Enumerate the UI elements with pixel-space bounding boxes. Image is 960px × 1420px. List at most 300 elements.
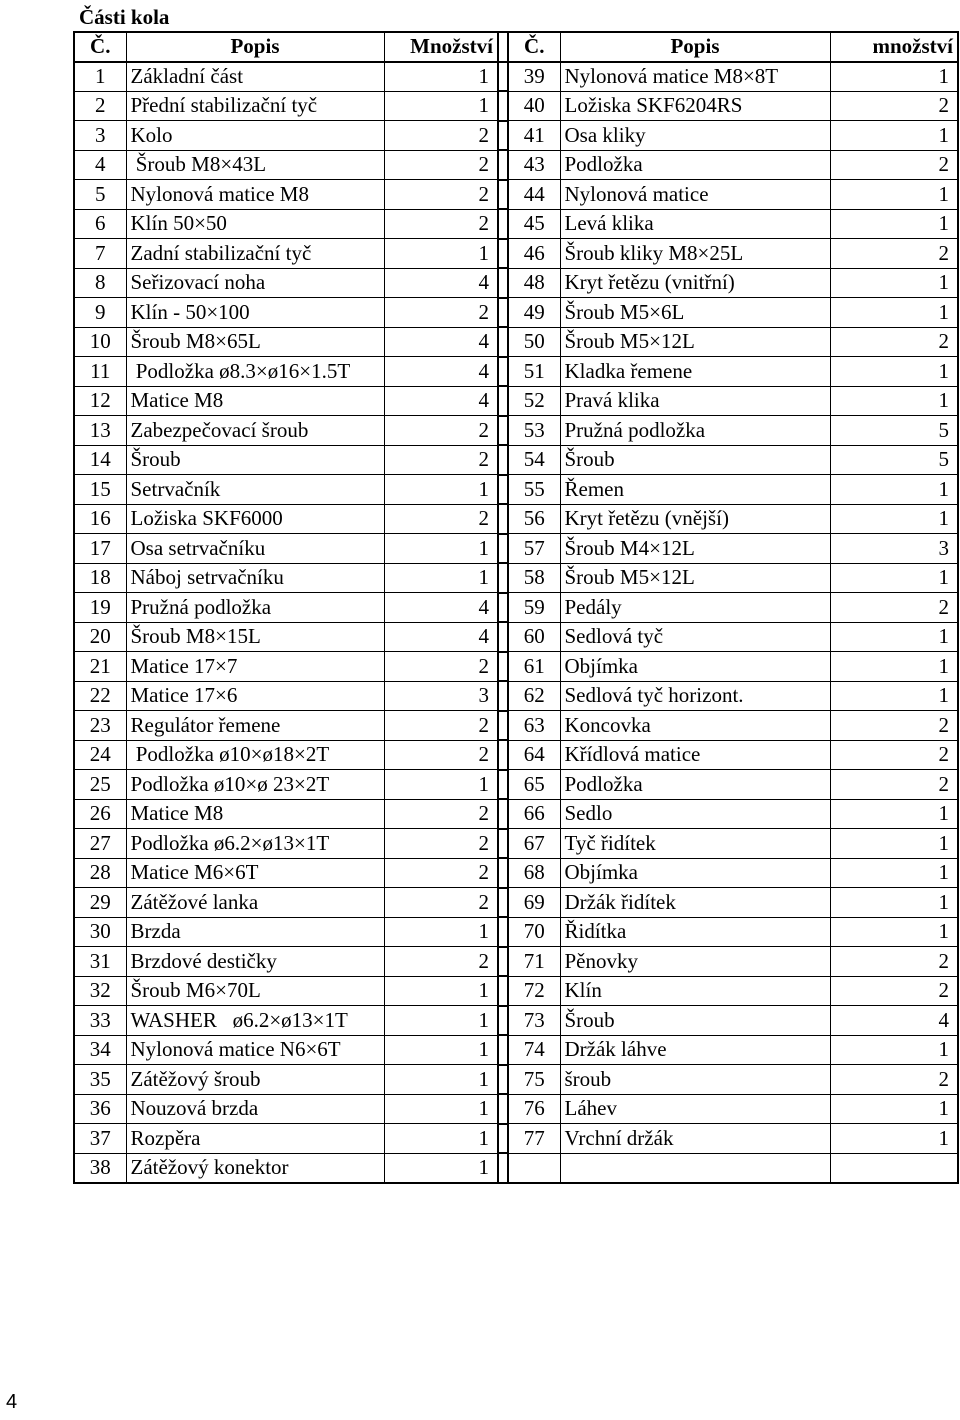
part-quantity: 2 — [830, 593, 958, 623]
part-number: 30 — [74, 917, 126, 947]
part-number: 46 — [508, 239, 560, 269]
part-description: Šroub — [126, 445, 384, 475]
part-number: 23 — [74, 711, 126, 741]
column-gap — [498, 239, 508, 269]
column-gap — [498, 799, 508, 829]
part-description: Zátěžový konektor — [126, 1153, 384, 1183]
part-number: 53 — [508, 416, 560, 446]
part-description: Zátěžový šroub — [126, 1065, 384, 1095]
part-quantity: 1 — [384, 62, 498, 92]
part-number: 13 — [74, 416, 126, 446]
part-quantity: 1 — [830, 917, 958, 947]
part-number: 59 — [508, 593, 560, 623]
part-quantity: 3 — [384, 681, 498, 711]
part-description: Matice 17×7 — [126, 652, 384, 682]
part-description: Láhev — [560, 1094, 830, 1124]
part-quantity: 2 — [830, 740, 958, 770]
part-quantity: 1 — [830, 1094, 958, 1124]
column-gap — [498, 563, 508, 593]
table-row — [74, 416, 958, 446]
table-row — [74, 475, 958, 505]
column-gap — [498, 150, 508, 180]
part-description: Rozpěra — [126, 1124, 384, 1154]
column-gap — [498, 858, 508, 888]
part-description: Seřizovací noha — [126, 268, 384, 298]
table-row — [74, 121, 958, 151]
table-row — [74, 593, 958, 623]
column-gap — [498, 652, 508, 682]
part-number: 61 — [508, 652, 560, 682]
part-number: 38 — [74, 1153, 126, 1183]
table-row — [74, 150, 958, 180]
part-quantity: 2 — [830, 770, 958, 800]
part-description: Držák láhve — [560, 1035, 830, 1065]
part-description: WASHER ø6.2×ø13×1T — [126, 1006, 384, 1036]
table-row — [74, 209, 958, 239]
part-number: 73 — [508, 1006, 560, 1036]
part-description: Setrvačník — [126, 475, 384, 505]
part-description: Osa setrvačníku — [126, 534, 384, 564]
part-quantity: 1 — [830, 268, 958, 298]
part-description: Klín — [560, 976, 830, 1006]
part-description: Ložiska SKF6000 — [126, 504, 384, 534]
part-description: Podložka ø8.3×ø16×1.5T — [126, 357, 384, 387]
part-description: Kryt řetězu (vnější) — [560, 504, 830, 534]
table-row — [74, 91, 958, 121]
part-description — [560, 1153, 830, 1183]
part-quantity: 1 — [830, 799, 958, 829]
part-description: Podložka ø10×ø 23×2T — [126, 770, 384, 800]
part-number: 51 — [508, 357, 560, 387]
part-quantity: 1 — [384, 534, 498, 564]
part-quantity: 1 — [830, 563, 958, 593]
part-description: Šroub — [560, 445, 830, 475]
column-gap — [498, 475, 508, 505]
part-number: 19 — [74, 593, 126, 623]
part-number: 31 — [74, 947, 126, 977]
part-description: Nouzová brzda — [126, 1094, 384, 1124]
part-number: 37 — [74, 1124, 126, 1154]
part-number: 9 — [74, 298, 126, 328]
table-row — [74, 386, 958, 416]
table-row — [74, 740, 958, 770]
part-quantity: 4 — [830, 1006, 958, 1036]
part-number: 50 — [508, 327, 560, 357]
part-number — [508, 1153, 560, 1183]
part-number: 4 — [74, 150, 126, 180]
column-gap — [498, 1094, 508, 1124]
part-quantity: 2 — [384, 947, 498, 977]
column-gap — [498, 829, 508, 859]
part-description: Základní část — [126, 62, 384, 92]
part-quantity: 2 — [830, 947, 958, 977]
part-number: 48 — [508, 268, 560, 298]
column-gap — [498, 1035, 508, 1065]
part-description: Šroub M5×12L — [560, 563, 830, 593]
table-row — [74, 770, 958, 800]
part-number: 77 — [508, 1124, 560, 1154]
parts-table — [73, 31, 959, 1184]
column-gap — [498, 357, 508, 387]
part-description: Kladka řemene — [560, 357, 830, 387]
table-row — [74, 976, 958, 1006]
part-number: 49 — [508, 298, 560, 328]
part-description: Klín - 50×100 — [126, 298, 384, 328]
part-number: 76 — [508, 1094, 560, 1124]
part-number: 24 — [74, 740, 126, 770]
part-description: Sedlová tyč horizont. — [560, 681, 830, 711]
column-gap — [498, 947, 508, 977]
header-qty-left: Množství — [384, 32, 498, 62]
table-row — [74, 888, 958, 918]
part-quantity: 1 — [830, 622, 958, 652]
part-description: šroub — [560, 1065, 830, 1095]
page-title: Části kola — [79, 5, 170, 29]
part-description: Šroub kliky M8×25L — [560, 239, 830, 269]
part-number: 16 — [74, 504, 126, 534]
part-description: Šroub M5×6L — [560, 298, 830, 328]
part-description: Nylonová matice M8 — [126, 180, 384, 210]
table-row — [74, 239, 958, 269]
part-description: Matice M6×6T — [126, 858, 384, 888]
column-gap — [498, 386, 508, 416]
part-number: 60 — [508, 622, 560, 652]
part-number: 72 — [508, 976, 560, 1006]
part-number: 75 — [508, 1065, 560, 1095]
table-row — [74, 1124, 958, 1154]
part-quantity: 4 — [384, 327, 498, 357]
column-gap — [498, 268, 508, 298]
part-description: Podložka — [560, 770, 830, 800]
part-quantity: 2 — [830, 711, 958, 741]
part-description: Vrchní držák — [560, 1124, 830, 1154]
part-number: 11 — [74, 357, 126, 387]
part-quantity: 2 — [830, 327, 958, 357]
part-quantity: 1 — [830, 357, 958, 387]
part-number: 43 — [508, 150, 560, 180]
part-number: 39 — [508, 62, 560, 92]
part-quantity: 2 — [384, 858, 498, 888]
part-quantity: 1 — [384, 475, 498, 505]
table-row — [74, 1065, 958, 1095]
part-quantity: 1 — [830, 504, 958, 534]
page-number: 4 — [6, 1391, 18, 1413]
column-gap — [498, 976, 508, 1006]
part-number: 15 — [74, 475, 126, 505]
column-gap — [498, 622, 508, 652]
part-quantity: 4 — [384, 386, 498, 416]
table-row — [74, 947, 958, 977]
part-quantity: 1 — [830, 1035, 958, 1065]
part-number: 68 — [508, 858, 560, 888]
part-quantity: 1 — [830, 209, 958, 239]
part-description: Brzda — [126, 917, 384, 947]
table-row — [74, 1035, 958, 1065]
part-description: Zabezpečovací šroub — [126, 416, 384, 446]
part-description: Koncovka — [560, 711, 830, 741]
part-number: 70 — [508, 917, 560, 947]
part-description: Brzdové destičky — [126, 947, 384, 977]
table-row — [74, 445, 958, 475]
part-quantity: 1 — [384, 563, 498, 593]
part-description: Objímka — [560, 858, 830, 888]
table-row — [74, 799, 958, 829]
part-quantity: 2 — [384, 799, 498, 829]
column-gap — [498, 91, 508, 121]
part-number: 63 — [508, 711, 560, 741]
part-description: Zátěžové lanka — [126, 888, 384, 918]
part-description: Přední stabilizační tyč — [126, 91, 384, 121]
part-quantity: 2 — [830, 239, 958, 269]
part-quantity: 2 — [830, 1065, 958, 1095]
part-number: 36 — [74, 1094, 126, 1124]
column-gap — [498, 121, 508, 151]
part-number: 7 — [74, 239, 126, 269]
part-number: 17 — [74, 534, 126, 564]
column-gap — [498, 1124, 508, 1154]
part-quantity: 1 — [830, 652, 958, 682]
table-row — [74, 1094, 958, 1124]
part-number: 58 — [508, 563, 560, 593]
part-number: 57 — [508, 534, 560, 564]
part-number: 45 — [508, 209, 560, 239]
column-gap — [498, 681, 508, 711]
part-description: Řidítka — [560, 917, 830, 947]
part-description: Osa kliky — [560, 121, 830, 151]
part-description: Pružná podložka — [126, 593, 384, 623]
header-num-left: Č. — [74, 32, 126, 62]
table-row — [74, 268, 958, 298]
part-quantity: 2 — [384, 711, 498, 741]
part-description: Sedlo — [560, 799, 830, 829]
part-number: 6 — [74, 209, 126, 239]
part-number: 5 — [74, 180, 126, 210]
part-quantity: 1 — [830, 888, 958, 918]
table-row — [74, 563, 958, 593]
part-description: Pružná podložka — [560, 416, 830, 446]
part-quantity: 1 — [830, 180, 958, 210]
part-quantity: 4 — [384, 268, 498, 298]
part-description: Nylonová matice N6×6T — [126, 1035, 384, 1065]
part-number: 52 — [508, 386, 560, 416]
part-quantity: 1 — [384, 917, 498, 947]
part-description: Sedlová tyč — [560, 622, 830, 652]
header-desc-left: Popis — [126, 32, 384, 62]
part-quantity: 2 — [384, 150, 498, 180]
part-number: 10 — [74, 327, 126, 357]
part-quantity: 2 — [830, 91, 958, 121]
part-number: 67 — [508, 829, 560, 859]
column-gap — [498, 327, 508, 357]
column-gap — [498, 62, 508, 92]
part-number: 41 — [508, 121, 560, 151]
part-quantity: 1 — [384, 1065, 498, 1095]
part-number: 20 — [74, 622, 126, 652]
table-row — [74, 327, 958, 357]
part-number: 18 — [74, 563, 126, 593]
table-row — [74, 711, 958, 741]
part-description: Pěnovky — [560, 947, 830, 977]
column-gap — [498, 770, 508, 800]
part-quantity: 1 — [830, 681, 958, 711]
part-quantity: 1 — [384, 1035, 498, 1065]
part-description: Objímka — [560, 652, 830, 682]
table-row — [74, 62, 958, 92]
part-quantity — [830, 1153, 958, 1183]
column-gap — [498, 180, 508, 210]
part-description: Nylonová matice — [560, 180, 830, 210]
part-description: Šroub M5×12L — [560, 327, 830, 357]
part-number: 56 — [508, 504, 560, 534]
part-quantity: 1 — [384, 1124, 498, 1154]
part-number: 21 — [74, 652, 126, 682]
table-row — [74, 622, 958, 652]
header-qty-right: množství — [830, 32, 958, 62]
part-description: Matice M8 — [126, 386, 384, 416]
part-number: 71 — [508, 947, 560, 977]
part-quantity: 2 — [384, 445, 498, 475]
column-gap — [498, 888, 508, 918]
part-description: Kryt řetězu (vnitřní) — [560, 268, 830, 298]
part-quantity: 5 — [830, 445, 958, 475]
header-num-right: Č. — [508, 32, 560, 62]
column-gap — [498, 740, 508, 770]
column-gap — [498, 416, 508, 446]
part-number: 27 — [74, 829, 126, 859]
part-quantity: 2 — [830, 150, 958, 180]
column-gap — [498, 917, 508, 947]
part-quantity: 1 — [830, 386, 958, 416]
part-number: 12 — [74, 386, 126, 416]
part-quantity: 1 — [384, 91, 498, 121]
part-quantity: 2 — [384, 121, 498, 151]
column-gap — [498, 209, 508, 239]
part-number: 2 — [74, 91, 126, 121]
table-header-row — [74, 32, 958, 62]
part-quantity: 1 — [830, 121, 958, 151]
part-quantity: 5 — [830, 416, 958, 446]
table-row — [74, 858, 958, 888]
part-quantity: 4 — [384, 593, 498, 623]
part-description: Šroub M8×43L — [126, 150, 384, 180]
column-gap — [498, 504, 508, 534]
part-number: 34 — [74, 1035, 126, 1065]
part-quantity: 2 — [384, 888, 498, 918]
part-quantity: 3 — [830, 534, 958, 564]
part-number: 54 — [508, 445, 560, 475]
part-quantity: 1 — [830, 1124, 958, 1154]
part-quantity: 1 — [830, 829, 958, 859]
table-row — [74, 298, 958, 328]
part-quantity: 1 — [830, 298, 958, 328]
part-quantity: 2 — [830, 976, 958, 1006]
part-description: Kolo — [126, 121, 384, 151]
part-quantity: 2 — [384, 504, 498, 534]
part-description: Pedály — [560, 593, 830, 623]
part-description: Držák řidítek — [560, 888, 830, 918]
part-quantity: 1 — [384, 1153, 498, 1183]
part-number: 66 — [508, 799, 560, 829]
table-row — [74, 917, 958, 947]
table-row — [74, 180, 958, 210]
part-quantity: 1 — [384, 770, 498, 800]
table-row — [74, 681, 958, 711]
part-description: Nylonová matice M8×8T — [560, 62, 830, 92]
part-description: Šroub M4×12L — [560, 534, 830, 564]
column-gap — [498, 593, 508, 623]
part-quantity: 2 — [384, 209, 498, 239]
part-quantity: 1 — [384, 239, 498, 269]
header-desc-right: Popis — [560, 32, 830, 62]
column-gap — [498, 1153, 508, 1183]
part-description: Podložka ø6.2×ø13×1T — [126, 829, 384, 859]
part-description: Podložka — [560, 150, 830, 180]
part-quantity: 1 — [830, 62, 958, 92]
part-description: Pravá klika — [560, 386, 830, 416]
part-number: 25 — [74, 770, 126, 800]
table-row — [74, 504, 958, 534]
part-number: 14 — [74, 445, 126, 475]
table-row — [74, 534, 958, 564]
part-number: 22 — [74, 681, 126, 711]
column-gap — [498, 1006, 508, 1036]
part-number: 74 — [508, 1035, 560, 1065]
part-description: Šroub — [560, 1006, 830, 1036]
part-description: Matice M8 — [126, 799, 384, 829]
part-number: 55 — [508, 475, 560, 505]
part-description: Šroub M8×15L — [126, 622, 384, 652]
part-number: 29 — [74, 888, 126, 918]
part-description: Řemen — [560, 475, 830, 505]
column-gap — [498, 32, 508, 62]
table-row — [74, 829, 958, 859]
part-description: Zadní stabilizační tyč — [126, 239, 384, 269]
table-row — [74, 357, 958, 387]
part-quantity: 4 — [384, 357, 498, 387]
part-quantity: 1 — [384, 1006, 498, 1036]
part-quantity: 1 — [830, 858, 958, 888]
part-number: 64 — [508, 740, 560, 770]
part-description: Náboj setrvačníku — [126, 563, 384, 593]
column-gap — [498, 298, 508, 328]
part-number: 3 — [74, 121, 126, 151]
part-description: Matice 17×6 — [126, 681, 384, 711]
part-quantity: 2 — [384, 298, 498, 328]
part-number: 28 — [74, 858, 126, 888]
part-quantity: 2 — [384, 652, 498, 682]
part-number: 26 — [74, 799, 126, 829]
part-quantity: 1 — [384, 976, 498, 1006]
part-quantity: 1 — [384, 1094, 498, 1124]
part-description: Klín 50×50 — [126, 209, 384, 239]
part-quantity: 2 — [384, 829, 498, 859]
part-quantity: 2 — [384, 416, 498, 446]
part-number: 1 — [74, 62, 126, 92]
part-quantity: 2 — [384, 180, 498, 210]
part-quantity: 1 — [830, 475, 958, 505]
part-number: 8 — [74, 268, 126, 298]
part-number: 33 — [74, 1006, 126, 1036]
column-gap — [498, 711, 508, 741]
column-gap — [498, 1065, 508, 1095]
part-description: Šroub M8×65L — [126, 327, 384, 357]
part-description: Levá klika — [560, 209, 830, 239]
part-number: 40 — [508, 91, 560, 121]
part-quantity: 2 — [384, 740, 498, 770]
part-description: Podložka ø10×ø18×2T — [126, 740, 384, 770]
part-number: 65 — [508, 770, 560, 800]
part-number: 44 — [508, 180, 560, 210]
